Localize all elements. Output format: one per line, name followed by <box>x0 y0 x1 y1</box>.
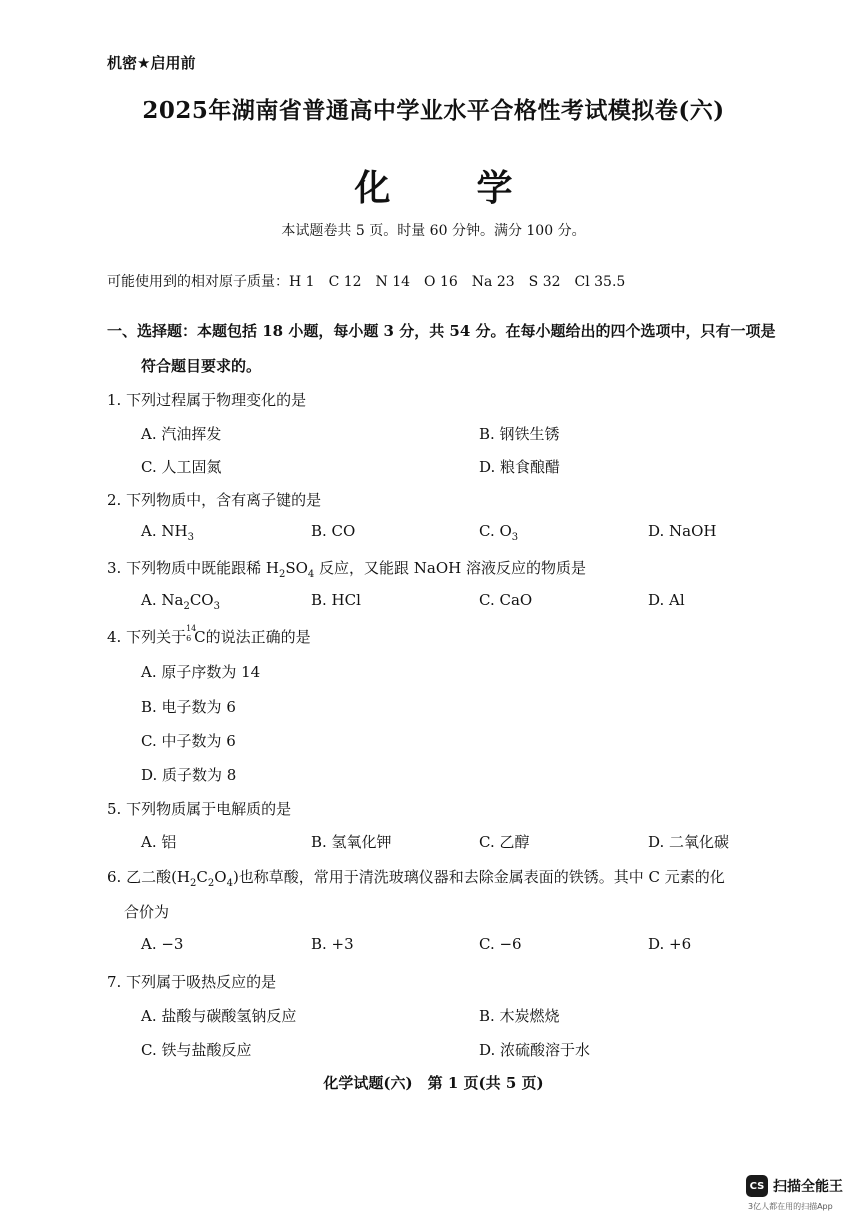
q1-option-c: C. 人工固氮 <box>141 458 222 476</box>
q7-option-b: B. 木炭燃烧 <box>479 1007 560 1025</box>
q2-option-b: B. CO <box>311 522 356 540</box>
q5-option-d: D. 二氧化碳 <box>648 833 730 851</box>
atomic-masses: 可能使用到的相对原子质量：H 1 C 12 N 14 O 16 Na 23 S 32 Cl 35.5 <box>107 274 626 290</box>
subject-char-2: 学 <box>476 167 513 209</box>
q7-option-c: C. 铁与盐酸反应 <box>141 1041 252 1059</box>
q1-option-a: A. 汽油挥发 <box>141 425 222 443</box>
question-6-stem: 6. 乙二酸$(H_2C_2O_4)$也称草酸，常用于清洗玻璃仪器和去除金属表面的铁锈。其中 C 元素的化 <box>107 868 725 889</box>
q1-option-d: D. 粮食酿醋 <box>479 458 561 476</box>
confidential-label: 机密★启用前 <box>107 54 196 72</box>
q6-option-a: A. −3 <box>141 935 184 953</box>
section-heading-cont: 符合题目要求的。 <box>141 357 262 375</box>
camscanner-logo-icon: CS <box>746 1175 768 1197</box>
q6-option-d: D. +6 <box>648 935 692 953</box>
q6-option-b: B. +3 <box>311 935 354 953</box>
q2-option-c: C. $O_3$ <box>479 522 519 543</box>
q2-option-d: D. NaOH <box>648 522 717 540</box>
q5-option-b: B. 氢氧化钾 <box>311 833 392 851</box>
q4-option-c: C. 中子数为 6 <box>141 732 236 750</box>
q3-option-a: A. $Na_2CO_3$ <box>141 591 220 612</box>
question-5-stem: 5. 下列物质属于电解质的是 <box>107 800 292 818</box>
question-4-stem: 4. 下列关于 14 6 C的说法正确的是 <box>107 624 311 646</box>
question-6-stem-cont: 合价为 <box>124 903 170 921</box>
q3-option-c: C. CaO <box>479 591 533 609</box>
q5-option-a: A. 铝 <box>141 833 177 851</box>
section-heading: 一、选择题：本题包括 18 小题，每小题 3 分，共 54 分。在每小题给出的四个选项中，只有一项是 <box>107 322 776 340</box>
scanner-watermark <box>746 1175 843 1197</box>
q5-option-c: C. 乙醇 <box>479 833 530 851</box>
subject-title <box>0 160 867 211</box>
q7-option-d: D. 浓硫酸溶于水 <box>479 1041 591 1059</box>
scanner-tagline: 3亿人都在用的扫描App <box>748 1202 833 1211</box>
question-3-stem: 3. 下列物质中既能跟稀 $H_2SO_4$ 反应，又能跟 NaOH 溶液反应的物质是 <box>107 559 587 580</box>
question-1-stem: 1. 下列过程属于物理变化的是 <box>107 391 307 409</box>
question-7-stem: 7. 下列属于吸热反应的是 <box>107 973 277 991</box>
page-footer: 化学试题(六) 第 1 页(共 5 页) <box>323 1074 544 1092</box>
subject-char-1: 化 <box>354 167 391 209</box>
isotope-notation: 14 6 <box>186 624 197 643</box>
q7-option-a: A. 盐酸与碳酸氢钠反应 <box>141 1007 297 1025</box>
q1-option-b: B. 钢铁生锈 <box>479 425 560 443</box>
exam-title: 2025年湖南省普通高中学业水平合格性考试模拟卷(六) <box>142 97 725 124</box>
q3-option-b: B. HCl <box>311 591 361 609</box>
q4-option-d: D. 质子数为 8 <box>141 766 237 784</box>
question-2-stem: 2. 下列物质中，含有离子键的是 <box>107 491 322 509</box>
q3-option-d: D. Al <box>648 591 685 609</box>
scanner-app-name: 扫描全能王 <box>773 1179 843 1195</box>
q2-option-a: A. $NH_3$ <box>141 522 194 543</box>
exam-info: 本试题卷共 5 页。时量 60 分钟。满分 100 分。 <box>281 223 586 239</box>
q4-option-b: B. 电子数为 6 <box>141 698 236 716</box>
q4-option-a: A. 原子序数为 14 <box>141 663 261 681</box>
q6-option-c: C. −6 <box>479 935 522 953</box>
